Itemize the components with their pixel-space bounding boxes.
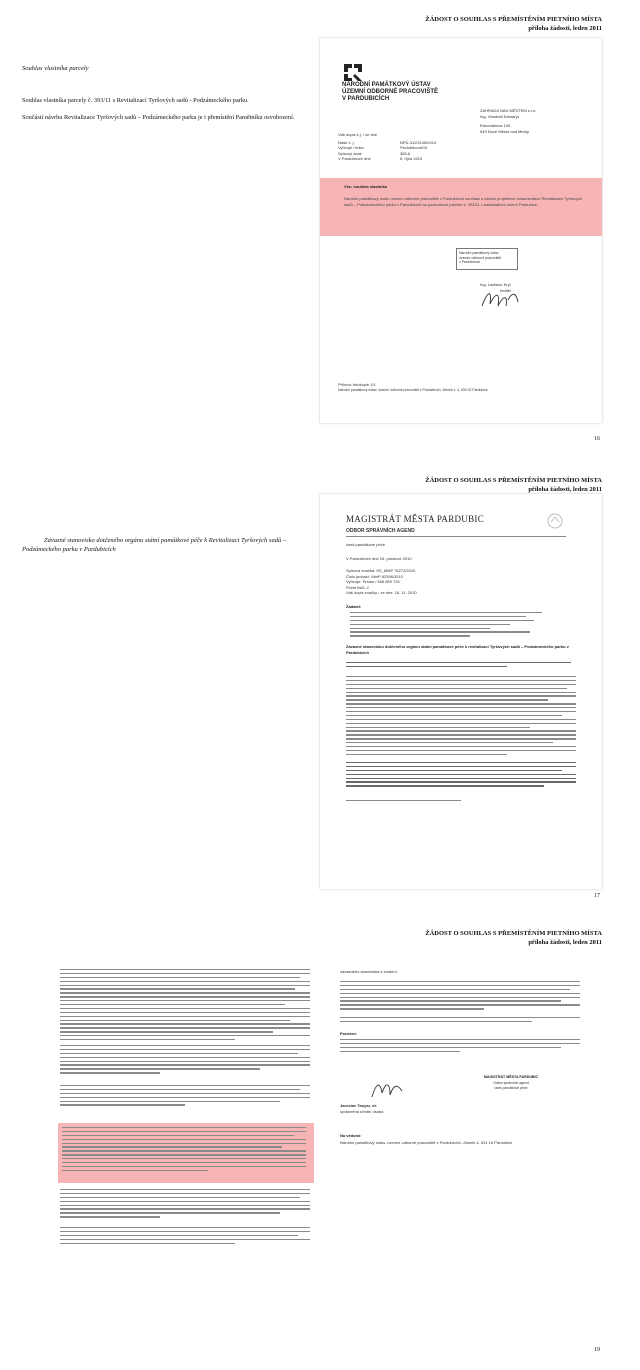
document-page-16 — [0, 0, 640, 460]
addressee: Ing. Vlastimil Kamaryt — [480, 113, 519, 119]
addressee: ZAHRADA NAD MĚSTEM s.r.o. — [480, 108, 537, 113]
meta-line: Váš dopis značky / ze dne: 16. 11. 2010 — [346, 590, 417, 595]
instruction-heading: Poučení: — [340, 1031, 357, 1036]
letter-body-bold — [346, 762, 576, 789]
consent-text: Národní památkový ústav územní odborné pracoviště v Pardubicích souhlasí s částmi projektové dokumentace Revitalizace Tyršových sadů – Podzámeckého parku v Pardubicích na pozemkové parcele č. 393/11 v katastrálním území Pardubice. — [344, 196, 583, 207]
running-header-title: ŽÁDOST O SOUHLAS S PŘEMÍSTĚNÍM PIETNÍHO MÍSTA — [425, 930, 602, 937]
meta-line: Počet listů: 2 — [346, 584, 369, 590]
highlighted-passage-text — [62, 1127, 306, 1174]
handwritten-signature — [478, 286, 524, 312]
meta-label: Naše č. j. — [338, 139, 355, 145]
signer-role: oprávněná úřední osoba — [340, 1108, 384, 1114]
letter-body — [346, 676, 576, 758]
authority-name: MAGISTRÁT MĚSTA PARDUBIC — [346, 514, 485, 524]
letter-body-left — [60, 1085, 310, 1108]
official-stamp: Národní památkový ústav územní odborné pracoviště v Pardubicích — [456, 248, 518, 270]
footer-address: Národní památkový ústav, územní odborné pracoviště v Pardubicích, Zámek č. 4, 530 02 Pardubice — [338, 387, 488, 392]
running-header-subtitle: příloha žádosti, leden 2011 — [528, 486, 602, 493]
section-title: Souhlas vlastníka parcely — [22, 65, 89, 72]
meta-value: Pecháčková/15 — [400, 145, 428, 150]
letter-body-left — [60, 969, 310, 1043]
right-column-first-line: závazného stanoviska k zrušení. — [340, 969, 398, 974]
letter-body-right — [340, 981, 580, 1012]
page-number: 17 — [594, 893, 600, 899]
meta-label: Vyřizuje / linka — [338, 145, 364, 150]
recipients-heading: Žadatel: — [346, 604, 362, 609]
meta-value: 366.6 — [400, 150, 411, 156]
department-name: ODBOR SPRÁVNÍCH AGEND — [346, 528, 415, 534]
meta-line: Vyřizuje: Tirsian / 466 859 724 — [346, 579, 400, 584]
meta-line: Číslo jednací: MmP 82396/2010 — [346, 573, 403, 579]
signer-name: Jaroslav Tauyar, dr. — [340, 1103, 378, 1108]
official-stamp: MAGISTRÁT MĚSTA PARDUBIC Odbor správních agend úsek památkové péče — [483, 1075, 539, 1090]
document-page-19 — [0, 925, 640, 1370]
meta-value: NPÚ-311/3145/2010 — [400, 139, 437, 145]
org-name: NÁRODNÍ PAMÁTKOVÝ ÚSTAV — [342, 82, 431, 88]
department-sub: úsek památkové péče — [346, 542, 385, 547]
running-header — [425, 929, 602, 947]
decision-heading-continued — [346, 662, 576, 670]
letter-footer — [346, 800, 576, 804]
npu-logo-icon — [342, 62, 364, 82]
meta-label: V Pardubicích dne — [338, 156, 371, 161]
paragraph: Souhlas vlastníka parcely č. 393/11 s Revitalizací Tyršových sadů - Podzámeckého parku. — [22, 97, 249, 104]
running-header-subtitle: příloha žádosti, leden 2011 — [528, 25, 602, 32]
meta-label: Váš dopis č.j. / ze dne — [338, 132, 378, 137]
letter-body-left — [60, 1189, 310, 1220]
signer-role: ředitel — [500, 288, 511, 293]
letter-body-left — [60, 1045, 310, 1076]
running-header — [425, 476, 602, 494]
section-title: Závazné stanovisko dotčeného orgánu státní památkové péče k Revitalizaci Tyršových sadů – Podzámeckého parku v Pardubicích — [22, 537, 287, 553]
meta-line: Spisová značka: SS_MMP 76272/2010 — [346, 568, 416, 573]
letter-body-left — [60, 1227, 310, 1246]
scanned-letter-spread — [18, 965, 622, 1335]
running-header-subtitle: příloha žádosti, leden 2011 — [528, 939, 602, 946]
meta-value: 5. října 2010 — [400, 156, 423, 161]
signer-name: Ing. Ladislav Kryl — [480, 282, 511, 287]
letter-date: V Pardubicích dne 16. prosince 2010 — [346, 556, 412, 561]
decision-heading: Závazné stanovisko dotčeného orgánu státní památkové péče k revitalizaci Tyršových sadů – Podzámeckého parku v Pardubicích — [346, 644, 569, 655]
addressee: Eskoviákova 139 — [480, 123, 511, 128]
letter-body-right — [340, 1039, 580, 1055]
page-number: 19 — [594, 1347, 600, 1353]
running-header-title: ŽÁDOST O SOUHLAS S PŘEMÍSTĚNÍM PIETNÍHO MÍSTA — [425, 16, 602, 23]
org-name: V PARDUBICÍCH — [342, 96, 390, 102]
document-page-17 — [0, 470, 640, 920]
page-number: 16 — [594, 436, 600, 442]
meta-label: Spisový znak — [338, 150, 362, 156]
cc-text: Národní památkový ústav, územní odborné pracoviště v Pardubicích, Zámek 4, 531 16 Pardubice — [340, 1140, 513, 1145]
paragraph: Součástí návrhu Revitalizace Tyršových sadů – Podzámeckého parku je i přemístění Pamětníku osvobození. — [22, 114, 295, 121]
scanned-letter — [320, 494, 602, 889]
cc-heading: Na vědomí: — [340, 1133, 362, 1138]
letter-body-right — [340, 1017, 580, 1025]
letter-subject: Věc: souhlas vlastníka — [344, 184, 387, 189]
footer-attachment: Příloha: fotokopie 1/1 — [338, 382, 376, 387]
recipients-list — [350, 612, 550, 639]
addressee: 549 Nové Město nad Metují — [480, 128, 529, 134]
running-header-title: ŽÁDOST O SOUHLAS S PŘEMÍSTĚNÍM PIETNÍHO MÍSTA — [425, 477, 602, 484]
scanned-letter — [320, 38, 602, 423]
org-name: ÚZEMNÍ ODBORNÉ PRACOVIŠTĚ — [342, 89, 439, 95]
handwritten-signature — [368, 1077, 408, 1103]
running-header — [425, 15, 602, 33]
city-emblem-icon — [546, 512, 564, 530]
